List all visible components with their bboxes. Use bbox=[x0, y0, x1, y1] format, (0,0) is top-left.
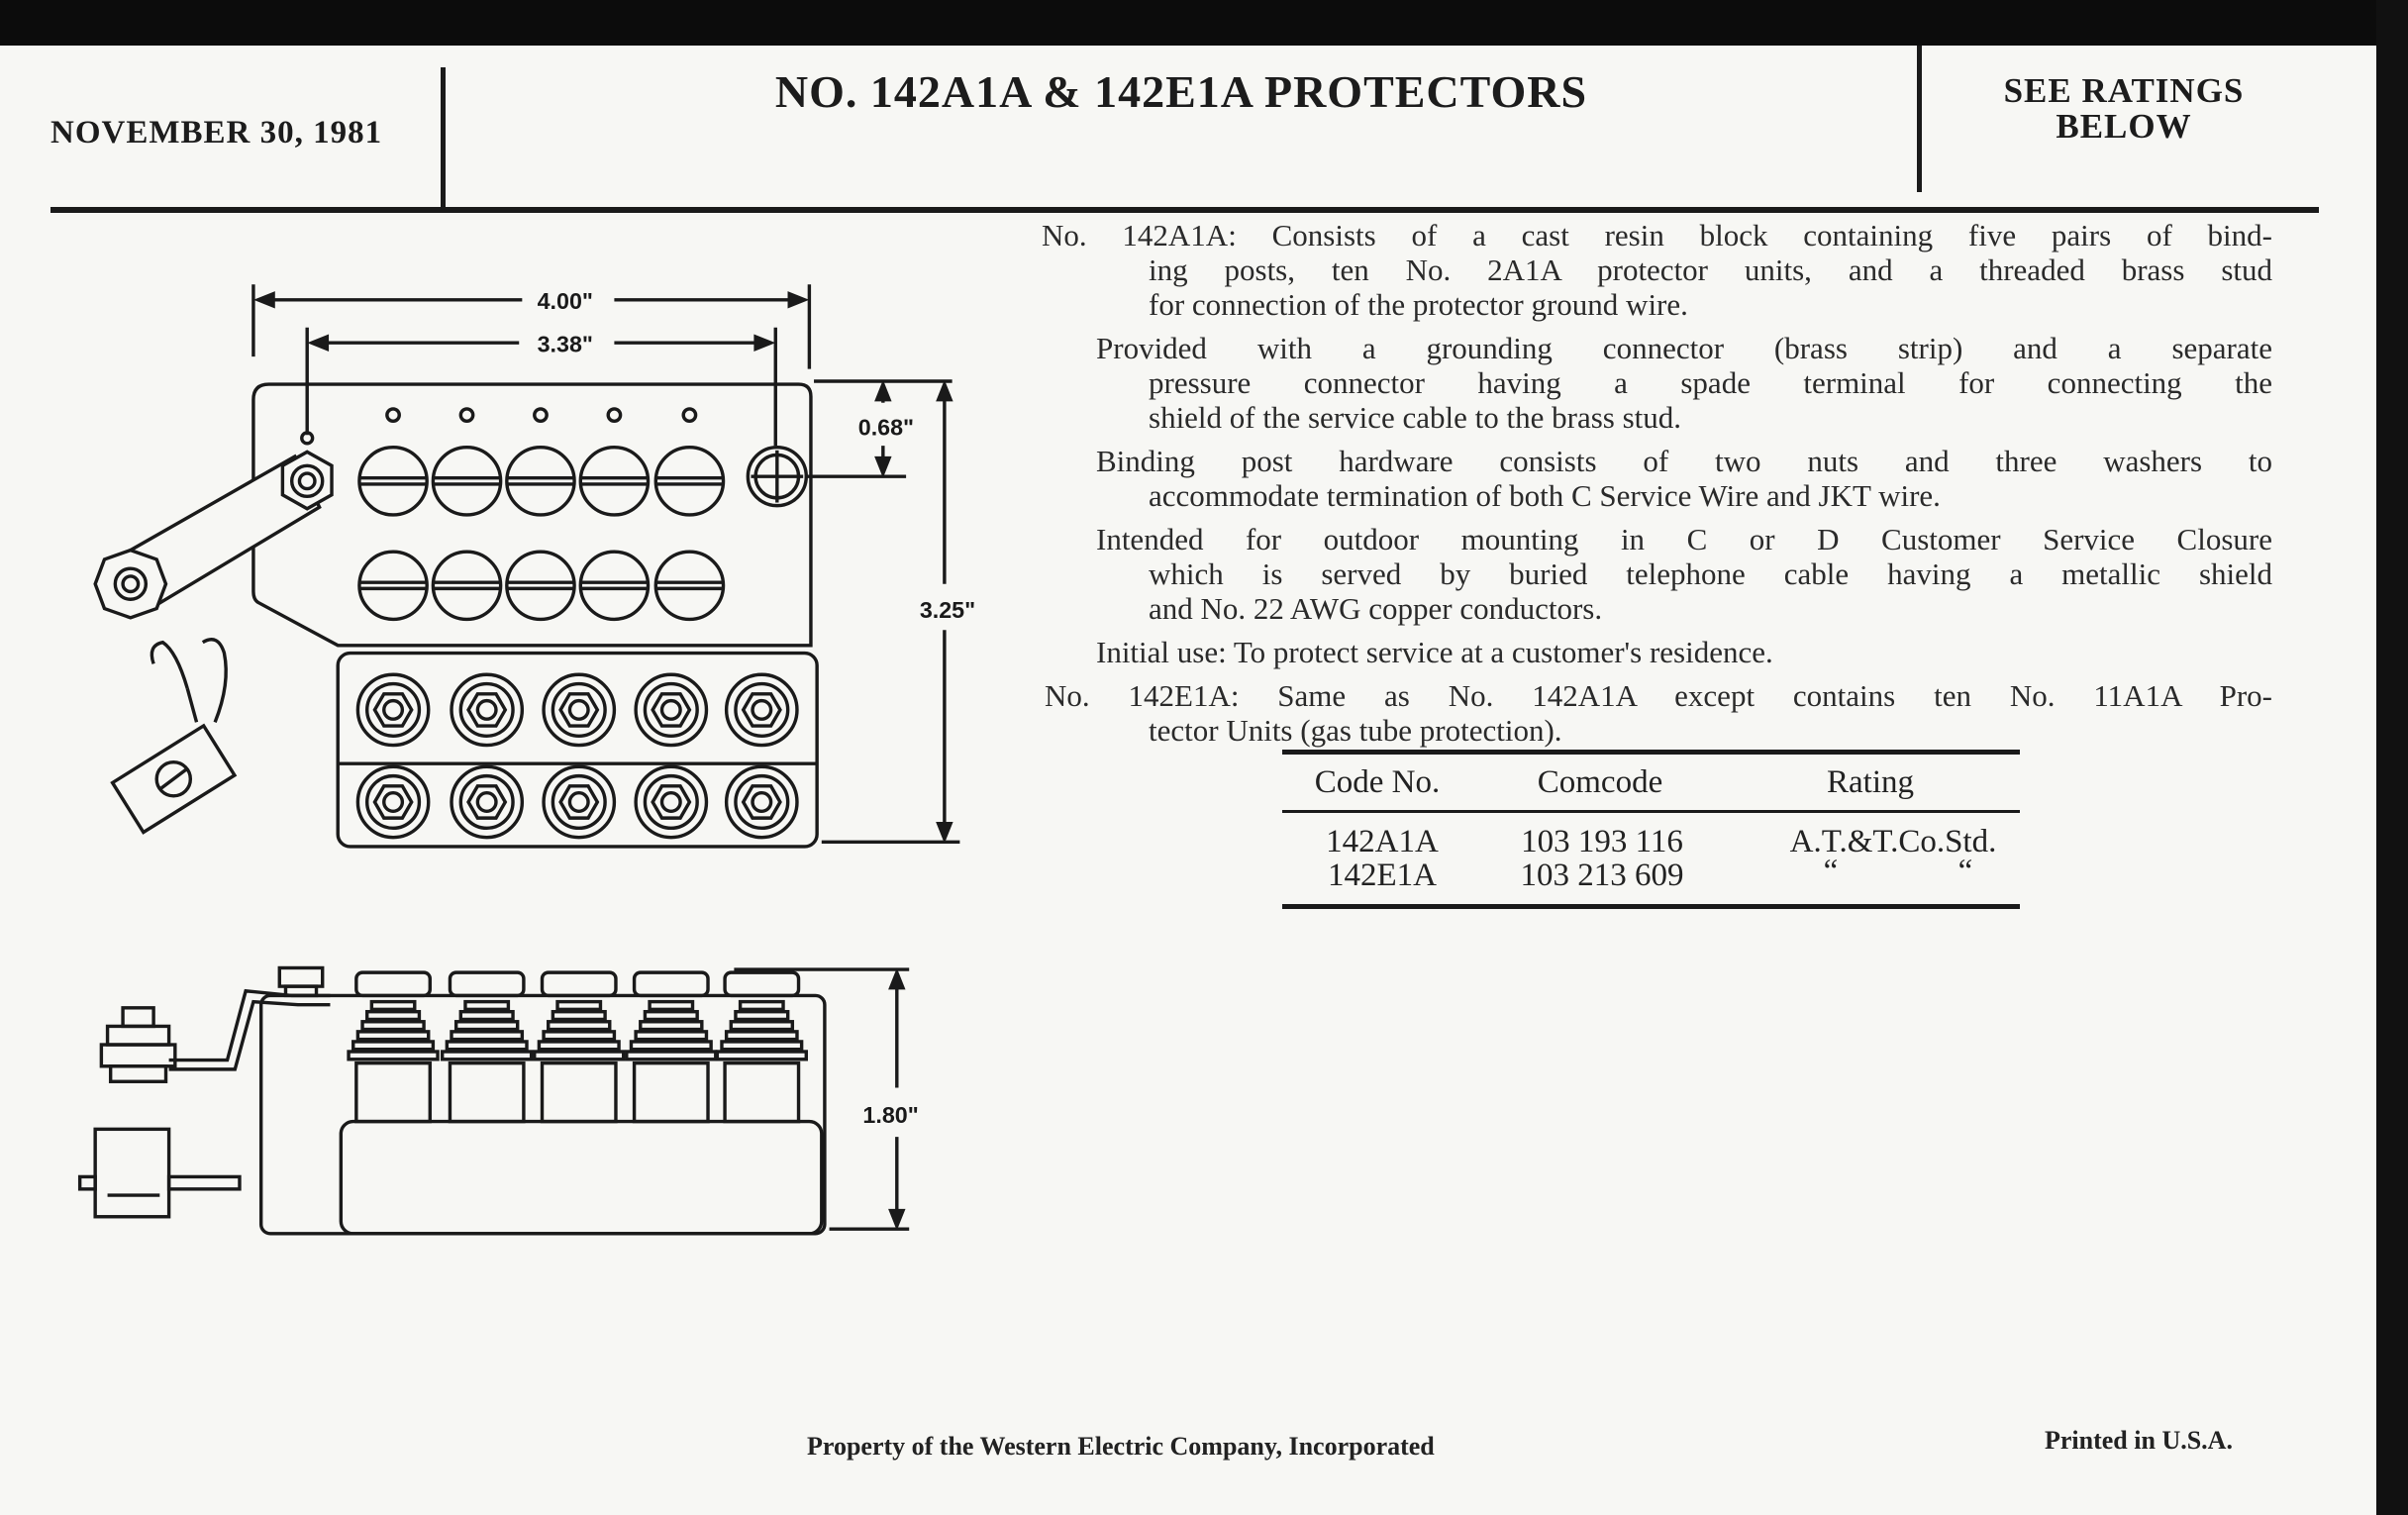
side-view-post-icon bbox=[443, 972, 532, 1121]
text-line: which is served by buried telephone cable having a metallic shield bbox=[1149, 556, 2272, 591]
paragraph-hardware bbox=[1042, 444, 2272, 513]
dimension-height bbox=[822, 384, 975, 842]
paragraph-142e1a bbox=[1042, 678, 2272, 748]
protector-unit-icon bbox=[507, 448, 574, 515]
column-header-comcode: Comcode bbox=[1537, 764, 1663, 800]
text-line: Intended for outdoor mounting in C or D Customer Service Closure bbox=[1096, 522, 2272, 556]
ratings-note-line2: BELOW bbox=[2056, 107, 2192, 146]
text-line: accommodate termination of both C Service Wire and JKT wire. bbox=[1149, 478, 1941, 513]
binding-post-icon bbox=[357, 766, 428, 837]
small-holes bbox=[387, 409, 696, 421]
binding-posts bbox=[357, 674, 797, 837]
binding-post-icon bbox=[357, 674, 428, 745]
protector-units bbox=[359, 448, 724, 620]
binding-post-icon bbox=[544, 766, 614, 837]
text-line: No. 142A1A: Consists of a cast resin block containing five pairs of bind- bbox=[1042, 218, 2272, 252]
text-line: pressure connector having a spade terminal for connecting the bbox=[1149, 365, 2272, 400]
binding-post-icon bbox=[452, 674, 522, 745]
table-header-rule bbox=[1282, 810, 2020, 813]
protector-unit-icon bbox=[655, 552, 723, 619]
dimension-post-spacing bbox=[302, 328, 775, 446]
binding-post-icon bbox=[544, 674, 614, 745]
protector-unit-icon bbox=[507, 552, 574, 619]
text-line: shield of the service cable to the brass stud. bbox=[1149, 400, 1682, 435]
text-line: Initial use: To protect service at a customer's residence. bbox=[1096, 635, 1773, 669]
side-view-post-icon bbox=[627, 972, 716, 1121]
text-line: ing posts, ten No. 2A1A protector units, and a threaded brass stud bbox=[1149, 252, 2272, 287]
footer-property-notice: Property of the Western Electric Company, Incorporated bbox=[807, 1432, 1435, 1461]
rating-cell: A.T.&T.Co.Std. bbox=[1789, 824, 1997, 859]
protector-unit-icon bbox=[359, 448, 427, 515]
dimension-overall-width bbox=[253, 284, 809, 368]
side-view-post-icon bbox=[717, 972, 806, 1121]
text-line: Provided with a grounding connector (brass strip) and a separate bbox=[1096, 331, 2272, 365]
dimension-label: 3.38" bbox=[537, 331, 593, 357]
paragraph-mounting bbox=[1042, 522, 2272, 626]
binding-post-icon bbox=[636, 766, 706, 837]
protector-unit-icon bbox=[580, 552, 648, 619]
binding-post-icon bbox=[636, 674, 706, 745]
spade-connector bbox=[113, 640, 235, 833]
comcode-cell: 103 213 609 bbox=[1520, 858, 1684, 893]
document-date: NOVEMBER 30, 1981 bbox=[50, 115, 383, 151]
side-view-post-icon bbox=[535, 972, 624, 1121]
ground-stud-icon bbox=[748, 448, 806, 506]
code-cell: 142A1A bbox=[1326, 824, 1439, 859]
text-line: for connection of the protector ground wire. bbox=[1149, 287, 1688, 322]
protector-unit-icon bbox=[433, 552, 500, 619]
column-header-rating: Rating bbox=[1827, 764, 1914, 800]
protector-unit-icon bbox=[433, 448, 500, 515]
description-text bbox=[1042, 218, 2272, 757]
grounding-strap bbox=[95, 452, 332, 618]
dimension-label: 4.00" bbox=[537, 288, 593, 315]
side-view bbox=[80, 967, 825, 1233]
code-cell: 142E1A bbox=[1328, 858, 1437, 893]
table-bottom-rule bbox=[1282, 904, 2020, 909]
footer-printed-notice: Printed in U.S.A. bbox=[2045, 1426, 2233, 1455]
page-title: NO. 142A1A & 142E1A PROTECTORS bbox=[774, 66, 1588, 117]
text-line: and No. 22 AWG copper conductors. bbox=[1149, 591, 1603, 626]
binding-post-icon bbox=[727, 674, 797, 745]
protector-unit-icon bbox=[655, 448, 723, 515]
side-view-post-icon bbox=[349, 972, 438, 1121]
protector-unit-icon bbox=[359, 552, 427, 619]
ratings-note-line1: SEE RATINGS bbox=[2003, 71, 2245, 110]
text-line: tector Units (gas tube protection). bbox=[1149, 713, 1562, 748]
comcode-cell: 103 193 116 bbox=[1521, 824, 1683, 859]
text-line: Binding post hardware consists of two nuts and three washers to bbox=[1096, 444, 2272, 478]
binding-post-icon bbox=[727, 766, 797, 837]
paragraph-142a1a bbox=[1042, 218, 2272, 322]
protector-unit-icon bbox=[580, 448, 648, 515]
text-line: No. 142E1A: Same as No. 142A1A except contains ten No. 11A1A Pro- bbox=[1045, 678, 2272, 713]
dimension-label: 3.25" bbox=[919, 596, 976, 623]
paragraph-connectors bbox=[1042, 331, 2272, 435]
dimension-stud-offset bbox=[806, 381, 952, 476]
dimension-label: 1.80" bbox=[862, 1102, 919, 1129]
column-header-code: Code No. bbox=[1314, 764, 1441, 800]
binding-post-icon bbox=[452, 766, 522, 837]
rating-ditto-mark: “ bbox=[1823, 854, 1839, 889]
paragraph-initial-use bbox=[1042, 635, 2272, 669]
table-top-rule bbox=[1282, 750, 2020, 755]
dimension-label: 0.68" bbox=[857, 414, 915, 441]
rating-ditto-mark: “ bbox=[1957, 854, 1973, 889]
